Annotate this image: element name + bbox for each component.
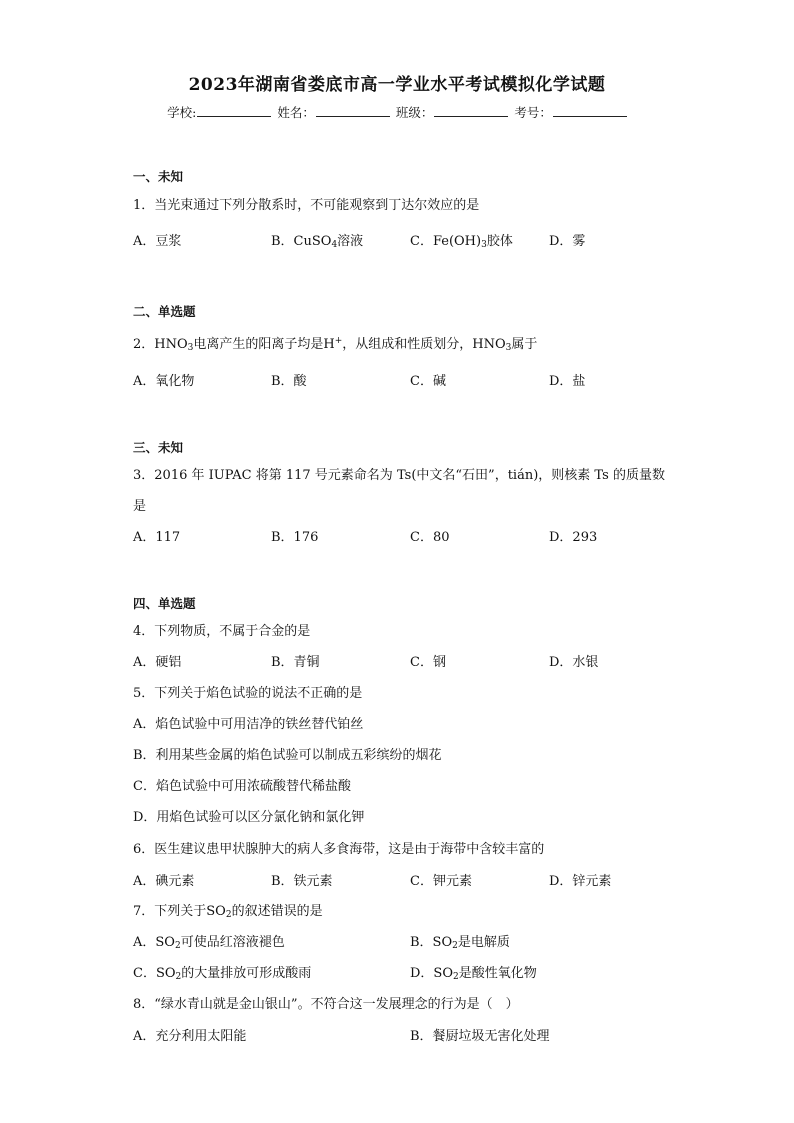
question-3-stem-line-1: 3．2016 年 IUPAC 将第 117 号元素命名为 Ts(中文名“石田”，tián)，则核素 Ts 的质量数 <box>133 468 665 483</box>
section-heading-2: 二、单选题 <box>133 304 196 319</box>
option-a: A．硬铝 <box>133 655 182 670</box>
option-c: C．$Fe(OH)_3$胶体 <box>410 234 513 250</box>
option-b: B．青铜 <box>271 655 320 670</box>
option-a: A．117 <box>133 530 181 545</box>
option-b: B．酸 <box>271 374 307 389</box>
option-a: A．豆浆 <box>133 234 182 249</box>
page-title: 2023年湖南省娄底市高一学业水平考试模拟化学试题 <box>188 75 606 95</box>
option-b: B．铁元素 <box>271 874 333 889</box>
school-field <box>167 103 271 121</box>
option-a: A．碘元素 <box>133 874 195 889</box>
option-b: B．餐厨垃圾无害化处理 <box>410 1029 550 1044</box>
exam-no-blank <box>553 104 627 117</box>
section-heading-4: 四、单选题 <box>133 596 196 611</box>
school-blank <box>197 104 271 117</box>
name-field <box>277 103 390 121</box>
option-c: C．80 <box>410 530 450 545</box>
option-d: D．水银 <box>549 655 599 670</box>
section-heading-1: 一、未知 <box>133 169 184 184</box>
question-6-stem: 6．医生建议患甲状腺肿大的病人多食海带，这是由于海带中含较丰富的 <box>133 842 545 857</box>
option-d: D．$SO_2$是酸性氧化物 <box>410 966 537 982</box>
option-d: D．293 <box>549 530 598 545</box>
question-5-option-a: A．焰色试验中可用洁净的铁丝替代铂丝 <box>133 717 364 732</box>
question-4-stem: 4．下列物质，不属于合金的是 <box>133 624 311 639</box>
question-5-option-b: B．利用某些金属的焰色试验可以制成五彩缤纷的烟花 <box>133 748 442 763</box>
class-label: 班级： <box>395 105 434 120</box>
class-blank <box>434 104 508 117</box>
question-5-stem: 5．下列关于焰色试验的说法不正确的是 <box>133 686 363 701</box>
exam-no-label: 考号： <box>514 105 552 120</box>
option-c: C．碱 <box>410 374 446 389</box>
option-d: D．盐 <box>549 374 586 389</box>
exam-no-field <box>514 103 627 121</box>
option-a: A．氧化物 <box>133 374 195 389</box>
option-d: D．雾 <box>549 234 586 249</box>
option-b: B．176 <box>271 530 319 545</box>
question-3-stem-line-2: 是 <box>133 499 147 514</box>
option-b: B．CuSO$_4$溶液 <box>271 234 364 250</box>
name-label: 姓名： <box>277 105 315 120</box>
option-c: C．钢 <box>410 655 446 670</box>
option-d: D．锌元素 <box>549 874 612 889</box>
option-b: B．$SO_2$是电解质 <box>410 935 510 951</box>
question-5-option-d: D．用焰色试验可以区分氯化钠和氯化钾 <box>133 810 365 825</box>
question-8-stem: 8．“绿水青山就是金山银山”。不符合这一发展理念的行为是（ ） <box>133 997 519 1012</box>
question-2-stem: 2．$HNO_3$电离产生的阳离子均是H+，从组成和性质划分，$HNO_3$属于 <box>133 336 538 353</box>
name-blank <box>316 104 390 117</box>
option-a: A．充分利用太阳能 <box>133 1029 247 1044</box>
question-7-stem: 7．下列关于$SO_2$的叙述错误的是 <box>133 904 323 920</box>
question-1-stem: 1．当光束通过下列分散系时，不可能观察到丁达尔效应的是 <box>133 198 480 213</box>
option-a: A．$SO_2$可使品红溶液褪色 <box>133 935 285 951</box>
class-field <box>396 103 509 121</box>
question-5-option-c: C．焰色试验中可用浓硫酸替代稀盐酸 <box>133 779 351 794</box>
student-info-row <box>0 103 794 121</box>
option-c: C．钾元素 <box>410 874 472 889</box>
school-label: 学校: <box>167 105 197 120</box>
section-heading-3: 三、未知 <box>133 440 184 455</box>
option-c: C．$SO_2$的大量排放可形成酸雨 <box>133 966 312 982</box>
